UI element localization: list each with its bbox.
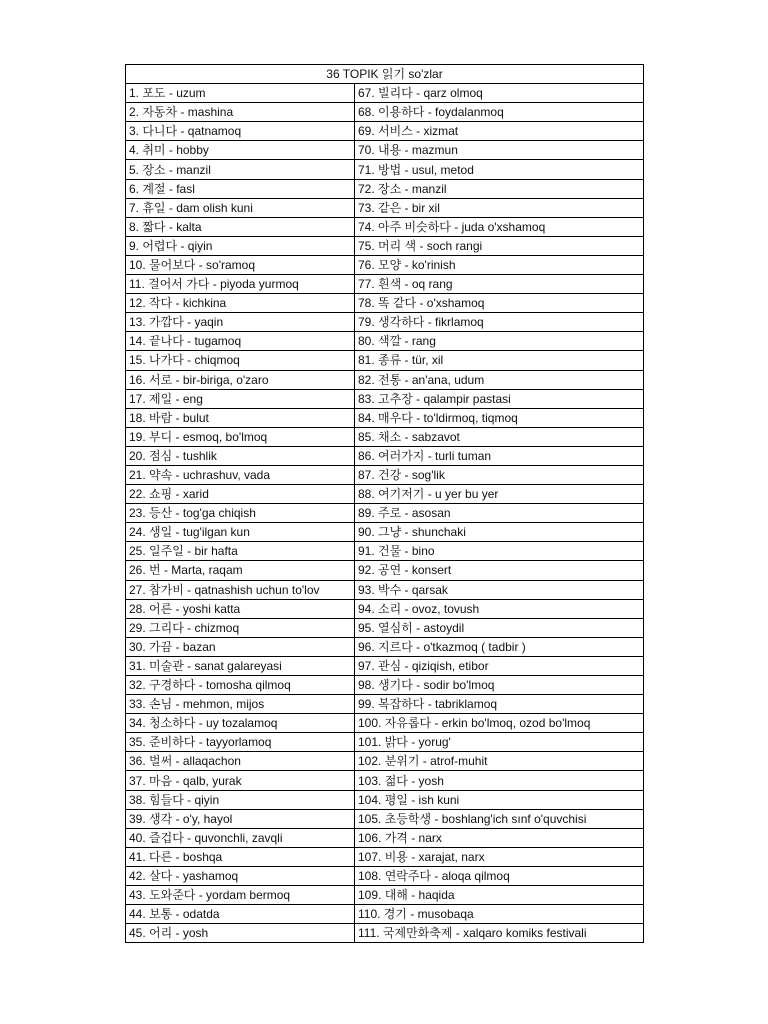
vocab-entry-right: 87. 건강 - sog'lik [355, 465, 644, 484]
vocab-entry-right: 97. 관심 - qiziqish, etibor [355, 656, 644, 675]
vocab-entry-left: 2. 자동차 - mashina [126, 103, 355, 122]
vocab-entry-right: 86. 여러가지 - turli tuman [355, 446, 644, 465]
table-row [126, 294, 644, 313]
table-row [126, 637, 644, 656]
table-row [126, 198, 644, 217]
table-row [126, 618, 644, 637]
vocab-entry-right: 90. 그냥 - shunchaki [355, 523, 644, 542]
vocab-entry-right: 69. 서비스 - xizmat [355, 122, 644, 141]
vocab-entry-left: 7. 휴일 - dam olish kuni [126, 198, 355, 217]
vocab-entry-left: 5. 장소 - manzil [126, 160, 355, 179]
vocab-entry-left: 21. 약속 - uchrashuv, vada [126, 465, 355, 484]
vocab-entry-left: 38. 힘들다 - qiyin [126, 790, 355, 809]
table-row [126, 924, 644, 943]
vocab-entry-left: 29. 그리다 - chizmoq [126, 618, 355, 637]
vocab-entry-left: 34. 청소하다 - uy tozalamoq [126, 714, 355, 733]
vocab-entry-right: 93. 박수 - qarsak [355, 580, 644, 599]
table-row [126, 103, 644, 122]
vocab-entry-right: 71. 방법 - usul, metod [355, 160, 644, 179]
vocab-entry-right: 96. 지르다 - o'tkazmoq ( tadbir ) [355, 637, 644, 656]
vocab-entry-left: 28. 어른 - yoshi katta [126, 599, 355, 618]
vocab-entry-right: 72. 장소 - manzil [355, 179, 644, 198]
vocab-entry-right: 106. 가격 - narx [355, 828, 644, 847]
vocab-entry-right: 99. 복잡하다 - tabriklamoq [355, 695, 644, 714]
vocab-entry-right: 92. 공연 - konsert [355, 561, 644, 580]
vocab-entry-right: 94. 소리 - ovoz, tovush [355, 599, 644, 618]
vocab-entry-right: 104. 평일 - ish kuni [355, 790, 644, 809]
table-row [126, 160, 644, 179]
table-row [126, 84, 644, 103]
table-row [126, 790, 644, 809]
vocab-entry-right: 82. 전통 - an'ana, udum [355, 370, 644, 389]
table-row [126, 141, 644, 160]
vocab-entry-right: 110. 경기 - musobaqa [355, 905, 644, 924]
table-row [126, 255, 644, 274]
vocab-entry-right: 67. 빌리다 - qarz olmoq [355, 84, 644, 103]
vocab-entry-right: 79. 생각하다 - fikrlamoq [355, 313, 644, 332]
vocab-entry-left: 17. 제일 - eng [126, 389, 355, 408]
vocab-entry-right: 107. 비용 - xarajat, narx [355, 847, 644, 866]
vocab-entry-right: 76. 모양 - ko'rinish [355, 255, 644, 274]
vocab-entry-right: 78. 똑 같다 - o'xshamoq [355, 294, 644, 313]
title-row [126, 65, 644, 84]
table-row [126, 236, 644, 255]
vocab-entry-left: 15. 나가다 - chiqmoq [126, 351, 355, 370]
vocab-entry-right: 100. 자유롭다 - erkin bo'lmoq, ozod bo'lmoq [355, 714, 644, 733]
table-row [126, 886, 644, 905]
table-row [126, 465, 644, 484]
table-row [126, 828, 644, 847]
vocab-entry-right: 95. 열심히 - astoydil [355, 618, 644, 637]
vocab-entry-right: 108. 연락주다 - aloqa qilmoq [355, 866, 644, 885]
table-row [126, 332, 644, 351]
table-row [126, 599, 644, 618]
table-row [126, 714, 644, 733]
table-row [126, 122, 644, 141]
table-row [126, 656, 644, 675]
vocab-entry-left: 8. 짧다 - kalta [126, 217, 355, 236]
vocab-entry-left: 32. 구경하다 - tomosha qilmoq [126, 676, 355, 695]
vocab-entry-left: 37. 마음 - qalb, yurak [126, 771, 355, 790]
vocab-entry-left: 39. 생각 - o'y, hayol [126, 809, 355, 828]
table-row [126, 542, 644, 561]
vocab-entry-right: 111. 국제만화축제 - xalqaro komiks festivali [355, 924, 644, 943]
vocab-entry-right: 98. 생기다 - sodir bo'lmoq [355, 676, 644, 695]
table-row [126, 752, 644, 771]
vocab-entry-right: 101. 밝다 - yorug' [355, 733, 644, 752]
table-row [126, 217, 644, 236]
vocab-entry-left: 3. 다니다 - qatnamoq [126, 122, 355, 141]
table-row [126, 771, 644, 790]
table-row [126, 351, 644, 370]
table-row [126, 485, 644, 504]
vocab-entry-left: 31. 미술관 - sanat galareyasi [126, 656, 355, 675]
table-row [126, 313, 644, 332]
table-row [126, 733, 644, 752]
vocab-entry-left: 35. 준비하다 - tayyorlamoq [126, 733, 355, 752]
vocab-entry-right: 74. 아주 비슷하다 - juda o'xshamoq [355, 217, 644, 236]
vocab-entry-left: 42. 살다 - yashamoq [126, 866, 355, 885]
vocab-entry-left: 30. 가끔 - bazan [126, 637, 355, 656]
vocab-entry-left: 26. 번 - Marta, raqam [126, 561, 355, 580]
vocab-entry-right: 85. 채소 - sabzavot [355, 427, 644, 446]
vocab-entry-right: 70. 내용 - mazmun [355, 141, 644, 160]
vocab-entry-right: 89. 주로 - asosan [355, 504, 644, 523]
vocab-entry-left: 18. 바람 - bulut [126, 408, 355, 427]
table-row [126, 580, 644, 599]
table-row [126, 427, 644, 446]
vocab-entry-left: 41. 다른 - boshqa [126, 847, 355, 866]
vocab-entry-right: 91. 건물 - bino [355, 542, 644, 561]
vocab-entry-left: 33. 손님 - mehmon, mijos [126, 695, 355, 714]
table-row [126, 446, 644, 465]
table-row [126, 561, 644, 580]
vocab-entry-left: 23. 등산 - tog'ga chiqish [126, 504, 355, 523]
vocab-entry-left: 27. 참가비 - qatnashish uchun to'lov [126, 580, 355, 599]
vocab-entry-left: 19. 부디 - esmoq, bo'lmoq [126, 427, 355, 446]
table-row [126, 866, 644, 885]
vocab-entry-left: 4. 취미 - hobby [126, 141, 355, 160]
vocab-entry-left: 36. 벌써 - allaqachon [126, 752, 355, 771]
table-row [126, 408, 644, 427]
vocab-entry-left: 22. 쇼핑 - xarid [126, 485, 355, 504]
vocab-entry-left: 6. 계절 - fasl [126, 179, 355, 198]
vocab-entry-left: 12. 작다 - kichkina [126, 294, 355, 313]
vocab-entry-right: 83. 고추장 - qalampir pastasi [355, 389, 644, 408]
table-row [126, 809, 644, 828]
vocab-entry-left: 45. 어리 - yosh [126, 924, 355, 943]
vocab-entry-left: 44. 보통 - odatda [126, 905, 355, 924]
vocab-entry-right: 73. 같은 - bir xil [355, 198, 644, 217]
vocab-entry-right: 105. 초등학생 - boshlang'ich sınf o'quvchisi [355, 809, 644, 828]
vocab-entry-left: 24. 생일 - tug'ilgan kun [126, 523, 355, 542]
vocab-entry-left: 43. 도와준다 - yordam bermoq [126, 886, 355, 905]
vocab-entry-right: 84. 매우다 - to'ldirmoq, tiqmoq [355, 408, 644, 427]
vocab-entry-left: 20. 점심 - tushlik [126, 446, 355, 465]
table-title: 36 TOPIK 읽기 so'zlar [126, 65, 644, 84]
table-row [126, 275, 644, 294]
vocab-entry-left: 11. 걸어서 가다 - piyoda yurmoq [126, 275, 355, 294]
vocab-entry-right: 81. 종류 - tür, xil [355, 351, 644, 370]
vocab-entry-left: 10. 물어보다 - so'ramoq [126, 255, 355, 274]
vocab-entry-left: 40. 즐겁다 - quvonchli, zavqli [126, 828, 355, 847]
vocabulary-table [125, 64, 644, 943]
table-row [126, 370, 644, 389]
table-row [126, 905, 644, 924]
vocab-entry-right: 109. 대해 - haqida [355, 886, 644, 905]
table-row [126, 504, 644, 523]
table-row [126, 179, 644, 198]
table-row [126, 389, 644, 408]
vocab-entry-right: 68. 이용하다 - foydalanmoq [355, 103, 644, 122]
vocab-entry-left: 16. 서로 - bir-biriga, o'zaro [126, 370, 355, 389]
vocab-entry-left: 9. 어렵다 - qiyin [126, 236, 355, 255]
table-row [126, 523, 644, 542]
vocab-entry-right: 77. 흰색 - oq rang [355, 275, 644, 294]
vocab-entry-left: 13. 가깝다 - yaqin [126, 313, 355, 332]
vocab-entry-left: 1. 포도 - uzum [126, 84, 355, 103]
table-row [126, 847, 644, 866]
vocab-entry-right: 80. 색깔 - rang [355, 332, 644, 351]
vocab-entry-left: 25. 일주일 - bir hafta [126, 542, 355, 561]
table-row [126, 676, 644, 695]
vocab-entry-left: 14. 끝나다 - tugamoq [126, 332, 355, 351]
vocabulary-rows [126, 84, 644, 943]
vocab-entry-right: 75. 머리 색 - soch rangi [355, 236, 644, 255]
vocab-entry-right: 102. 분위기 - atrof-muhit [355, 752, 644, 771]
table-row [126, 695, 644, 714]
vocab-entry-right: 88. 여기저기 - u yer bu yer [355, 485, 644, 504]
vocab-entry-right: 103. 젊다 - yosh [355, 771, 644, 790]
